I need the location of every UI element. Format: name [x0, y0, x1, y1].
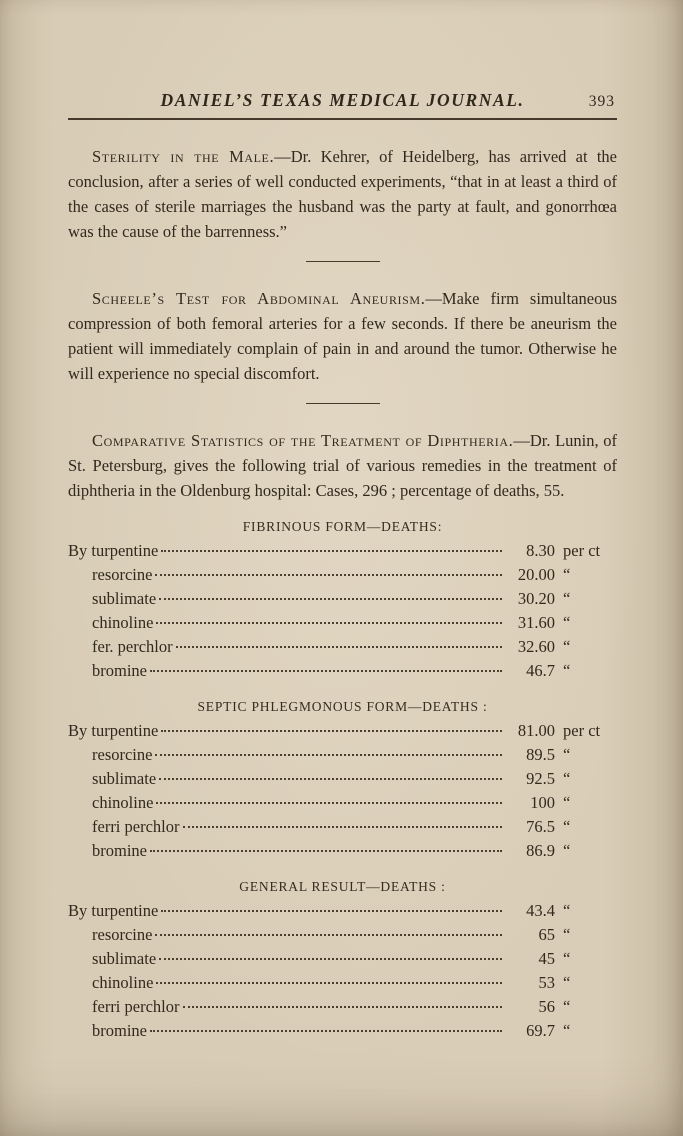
row-unit: “ [563, 841, 571, 860]
section-separator [306, 403, 380, 404]
dot-leader [161, 730, 502, 732]
table-row [68, 815, 617, 839]
dot-leader [159, 598, 502, 600]
table-row [68, 659, 617, 683]
row-value: 76.5 [526, 817, 555, 836]
row-label: ferri perchlor [92, 817, 180, 836]
row-unit: “ [563, 973, 571, 992]
row-value: 69.7 [526, 1021, 555, 1040]
table-row [68, 587, 617, 611]
row-unit: “ [563, 817, 571, 836]
table-septic [68, 719, 617, 863]
dot-leader [176, 646, 502, 648]
dot-leader [156, 802, 502, 804]
journal-title: DANIEL’S TEXAS MEDICAL JOURNAL. [160, 90, 525, 110]
table-row [68, 971, 617, 995]
article-title: Scheele’s Test for Abdominal Aneurism. [92, 289, 426, 308]
row-value: 32.60 [517, 637, 555, 656]
table-general [68, 899, 617, 1043]
dot-leader [183, 1006, 503, 1008]
article-paragraph [68, 144, 617, 244]
article-paragraph [68, 428, 617, 503]
article-title: Sterility in the Male. [92, 147, 275, 166]
dot-leader [155, 574, 502, 576]
table-row [68, 719, 617, 743]
table-row [68, 1019, 617, 1043]
dot-leader [159, 958, 502, 960]
dot-leader [155, 934, 502, 936]
table-row [68, 791, 617, 815]
row-unit: “ [563, 661, 571, 680]
row-label: bromine [92, 1021, 147, 1040]
dot-leader [156, 982, 502, 984]
table-heading-fibrinous: FIBRINOUS FORM—DEATHS: [242, 519, 443, 534]
dot-leader [150, 1030, 502, 1032]
table-row [68, 947, 617, 971]
article-body: —Dr. Lunin, of St. Petersburg, gives the following trial of various remedies in the treatment of diphtheria in the Oldenburg hospital: Cases, 296 ; percentage of deaths, 55. [68, 431, 617, 500]
article-sterility [68, 144, 617, 244]
article-title: Comparative Statistics of the Treatment of Diphtheria. [92, 431, 514, 450]
row-label: By turpentine [68, 721, 159, 740]
row-value: 100 [530, 793, 555, 812]
row-label: ferri perchlor [92, 997, 180, 1016]
dot-leader [159, 778, 502, 780]
table-row [68, 563, 617, 587]
row-label: chinoline [92, 973, 154, 992]
table-row [68, 635, 617, 659]
row-value: 45 [538, 949, 555, 968]
row-unit: per ct [563, 721, 601, 740]
table-row [68, 767, 617, 791]
dot-leader [183, 826, 503, 828]
row-value: 20.00 [517, 565, 555, 584]
table-fibrinous [68, 539, 617, 683]
header-rule [68, 118, 617, 120]
row-label: chinoline [92, 613, 154, 632]
row-unit: “ [563, 769, 571, 788]
row-unit: “ [563, 589, 571, 608]
row-unit: “ [563, 637, 571, 656]
row-unit: “ [563, 925, 571, 944]
article-scheeles-test [68, 286, 617, 386]
table-row [68, 839, 617, 863]
row-label: sublimate [92, 769, 157, 788]
row-label: By turpentine [68, 541, 159, 560]
row-value: 92.5 [526, 769, 555, 788]
row-unit: “ [563, 565, 571, 584]
section-separator [306, 261, 380, 262]
row-value: 31.60 [517, 613, 555, 632]
row-label: resorcine [92, 565, 153, 584]
page-number: 393 [588, 93, 615, 110]
row-label: sublimate [92, 589, 157, 608]
row-value: 65 [538, 925, 555, 944]
article-body: —Make firm simultaneous compression of both femoral arteries for a few seconds. If there be aneurism the patient will immediately complain of pain in and around the tumor. Otherwise he will experience no special discomfort. [68, 289, 617, 383]
table-row [68, 923, 617, 947]
dot-leader [161, 550, 502, 552]
row-unit: “ [563, 949, 571, 968]
table-row [68, 611, 617, 635]
row-unit: “ [563, 997, 571, 1016]
row-unit: “ [563, 793, 571, 812]
table-row [68, 539, 617, 563]
row-value: 81.00 [517, 721, 555, 740]
row-label: resorcine [92, 925, 153, 944]
row-value: 46.7 [526, 661, 555, 680]
row-unit: “ [563, 745, 571, 764]
article-paragraph [68, 286, 617, 386]
row-value: 56 [538, 997, 555, 1016]
article-body: —Dr. Kehrer, of Heidelberg, has arrived at the conclusion, after a series of well conducted experiments, “that in at least a third of the cases of sterile marriages the husband was the party at fault, and gonorrhœa was the cause of the barrenness.” [68, 147, 617, 241]
row-value: 43.4 [526, 901, 555, 920]
dot-leader [156, 622, 502, 624]
row-unit: “ [563, 1021, 571, 1040]
table-heading-septic: SEPTIC PHLEGMONOUS FORM—DEATHS : [197, 699, 488, 714]
row-value: 8.30 [526, 541, 555, 560]
row-unit: “ [563, 901, 571, 920]
row-label: resorcine [92, 745, 153, 764]
dot-leader [150, 850, 502, 852]
table-row [68, 743, 617, 767]
table-row [68, 995, 617, 1019]
table-heading-general: GENERAL RESULT—DEATHS : [239, 879, 446, 894]
article-diphtheria-statistics [68, 428, 617, 503]
row-label: bromine [92, 841, 147, 860]
row-value: 89.5 [526, 745, 555, 764]
dot-leader [155, 754, 502, 756]
row-unit: “ [563, 613, 571, 632]
dot-leader [161, 910, 502, 912]
page-header [68, 90, 617, 111]
dot-leader [150, 670, 502, 672]
row-label: fer. perchlor [92, 637, 173, 656]
row-label: By turpentine [68, 901, 159, 920]
table-row [68, 899, 617, 923]
row-value: 53 [538, 973, 555, 992]
row-value: 30.20 [517, 589, 555, 608]
row-label: sublimate [92, 949, 157, 968]
row-value: 86.9 [526, 841, 555, 860]
row-label: bromine [92, 661, 147, 680]
row-label: chinoline [92, 793, 154, 812]
row-unit: per ct [563, 541, 601, 560]
